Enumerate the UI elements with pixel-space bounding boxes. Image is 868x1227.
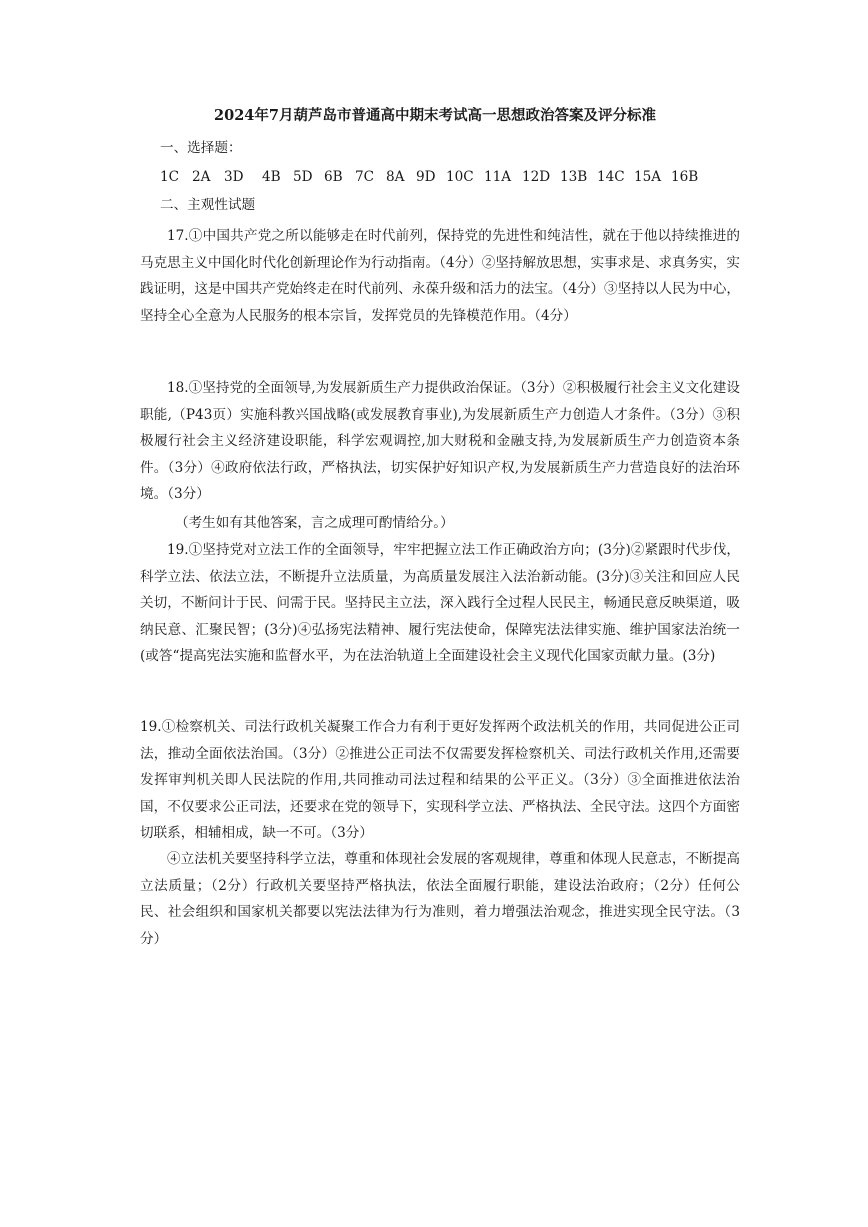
page-title: 2024年7月葫芦岛市普通高中期末考试高一思想政治答案及评分标准	[214, 107, 656, 124]
choice-answers-row	[160, 167, 701, 187]
answer-item: 14C	[597, 169, 625, 185]
answer-item: 10C	[446, 169, 474, 185]
answer-item: 11A	[484, 169, 512, 185]
answer-item: 7C	[355, 169, 375, 185]
answer-q19-a: 19.①坚持党对立法工作的全面领导，牢牢把握立法工作正确政治方向；(3分)②紧跟时代步伐，科学立法、依法立法，不断提升立法质量，为高质量发展注入法治新动能。(3分)③关注和回应人民关切，不断问计于民、问需于民。坚持民主立法，深入践行全过程人民民主，畅通民意反映渠道，吸纳民意、汇聚民智；(3分)④弘扬宪法精神、履行宪法使命，保障宪法法律实施、维护国家法治统一(或答“提高宪法实施和监督水平，为在法治轨道上全面建设社会主义现代化国家贡献力量。(3分)	[140, 542, 740, 665]
answer-item: 8A	[386, 169, 405, 185]
answer-q17: 17.①中国共产党之所以能够走在时代前列，保持党的先进性和纯洁性，就在于他以持续推进的马克思主义中国化时代化创新理论作为行动指南。（4分）②坚持解放思想，实事求是、求真务实，实践证明，这是中国共产党始终走在时代前列、永葆升级和活力的法宝。（4分）③坚持以人民为中心，坚持全心全意为人民服务的根本宗旨，发挥党员的先锋模范作用。（4分）	[140, 228, 740, 324]
grading-note: （考生如有其他答案，言之成理可酌情给分。）	[175, 515, 454, 531]
answer-item: 4B	[262, 169, 281, 185]
answer-item: 13B	[560, 169, 588, 185]
answer-q19-b-continued: ④立法机关要坚持科学立法，尊重和体现社会发展的客观规律，尊重和体现人民意志，不断提高立法质量；（2分）行政机关要坚持严格执法，依法全面履行职能，建设法治政府；（2分）任何公民、社会组织和国家机关都要以宪法法律为行为准则，着力增强法治观念，推进实现全民守法。（3分）	[140, 851, 740, 947]
answer-item: 16B	[671, 169, 699, 185]
answer-item: 6B	[324, 169, 343, 185]
section-heading-subjective: 二、主观性试题	[160, 197, 256, 213]
answer-item: 1C	[160, 169, 180, 185]
answer-q19-b: 19.①检察机关、司法行政机关凝聚工作合力有利于更好发挥两个政法机关的作用，共同促进公正司法，推动全面依法治国。（3分）②推进公正司法不仅需要发挥检察机关、司法行政机关作用,还需要发挥审判机关即人民法院的作用,共同推动司法过程和结果的公平正义。（3分）③全面推进依法治国，不仅要求公正司法，还要求在党的领导下，实现科学立法、严格执法、全民守法。这四个方面密切联系，相辅相成，缺一不可。（3分）	[140, 719, 740, 842]
answer-item: 5D	[293, 169, 313, 185]
answer-item: 3D	[224, 169, 244, 185]
section-heading-choice: 一、选择题：	[160, 140, 242, 156]
answer-item: 2A	[192, 169, 211, 185]
answer-item: 15A	[634, 169, 662, 185]
answer-item: 12D	[522, 169, 551, 185]
answer-q18: 18.①坚持党的全面领导,为发展新质生产力提供政治保证。（3分）②积极履行社会主义文化建设职能,（P43页）实施科教兴国战略(或发展教育事业),为发展新质生产力创造人才条件。（3分）③积极履行社会主义经济建设职能，科学宏观调控,加大财税和金融支持,为发展新质生产力创造资本条件。（3分）④政府依法行政，严格执法，切实保护好知识产权,为发展新质生产力营造良好的法治环境。（3分）	[140, 380, 740, 503]
answer-item: 9D	[416, 169, 436, 185]
